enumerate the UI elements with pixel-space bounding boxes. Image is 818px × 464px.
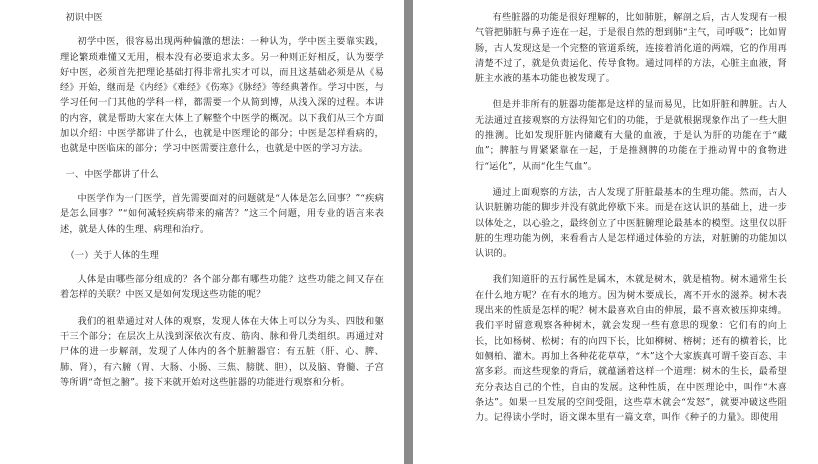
paragraph: 但是并非所有的脏器功能都是这样的显而易见，比如肝脏和脾脏。古人无法通过直接观察的方法得知它们的功能，于是就根据现象作出了一些大胆的推测。比如发现肝脏内储藏有大量的血液，于是认为肝的功能在于“藏血”；脾脏与胃紧紧靠在一起，于是推测脾的功能在于推动胃中的食物进行“运化”，从而“化生气血”。	[475, 99, 787, 172]
left-page	[0, 0, 404, 464]
paragraph: 初学中医，很容易出现两种偏激的想法：一种认为，学中医主要靠实践，理论繁琐难懂又无用，根本没有必要追求太多。另一种则正好相反，认为要学好中医，必须首先把理论基础打得非常扎实才可以，而且这基础必须是从《易经》开始，继而是《内经》《难经》《伤寒》《脉经》等经典著作。学习中医，与学习任何一门其他的学科一样，都需要一个从简到博，从浅入深的过程。本讲的内容，就是帮助大家在大体上了解整个中医学的概况。以下我们从三个方面加以介绍：中医学都讲了什么，也就是中医理论的部分；中医是怎样看病的，也就是中医临床的部分；学习中医需要注意什么，也就是中医的学习方法。	[60, 36, 384, 155]
section-heading: 一、中医学都讲了什么	[65, 168, 159, 180]
paragraph: 有些脏器的功能是很好理解的，比如肺脏，解剖之后，古人发现有一根气管把肺脏与鼻子连在一起，于是很自然的想到肺“主气，司呼吸”；比如胃肠，古人发现这是一个完整的管道系统，连接着消化道的两端，它的作用再清楚不过了，就是负责运化、传导食物。通过同样的方法，心脏主血液，肾脏主水液的基本功能也被发现了。	[475, 12, 787, 85]
paragraph: 通过上面观察的方法，古人发现了肝脏最基本的生理功能。然而，古人认识脏腑功能的脚步并没有就此停歇下来。而是在这认识的基础上，进一步以体处之，以心验之，最终创立了中医脏腑理论最基本的模型。这里仅以肝脏的生理功能为例，来看看古人是怎样通过体验的方法，对脏腑的功能加以认识的。	[475, 186, 787, 260]
right-page	[413, 0, 818, 464]
paragraph: 我们的祖辈通过对人体的观察，发现人体在大体上可以分为头、四肢和躯干三个部分；在层次上从浅到深依次有皮、筋肉、脉和骨几类组织。再通过对尸体的进一步解剖，发现了人体内的各个脏腑器官：有五脏（肝、心、脾、肺、肾），有六腑（胃、大肠、小肠、三焦、膀胱、胆），以及脑、脊髓、子宫等所谓“奇恒之腑”。接下来就开始对这些脏器的功能进行观察和分析。	[60, 315, 384, 388]
paragraph: 我们知道肝的五行属性是属木，木就是树木，就是植物。树木通常生长在什么地方呢？在有水的地方。因为树木要成长，离不开水的滋养。树木表现出来的性质是怎样的呢？树木最喜欢自由的伸展，最不喜欢被压抑束缚。我们平时留意观察各种树木，就会发现一些有意思的现象：它们有的向上长，比如杨树、松树；有的向四下长，比如柳树、榕树；还有的横着长，比如侧柏、灌木。再加上各种花花草草，“木”这个大家族真可谓千姿百态、丰富多彩。而这些现象的背后，就蕴涵着这样一个道理：树木的生长，最希望充分表达自己的个性，自由的发展。这种性质，在中医理论中，叫作“木喜条达”。如果一旦发展的空间受阻，这些草木就会“发怒”，就要冲破这些阻力。记得读小学时，语文课本里有一篇文章，叫作《种子的力量》。即使用	[475, 274, 787, 424]
paragraph: 中医学作为一门医学，首先需要面对的问题就是“人体是怎么回事？”“疾病是怎么回事？”“如何减轻疾病带来的痛苦？”这三个问题，用专业的语言来表述，就是人体的生理、病理和治疗。	[60, 192, 384, 235]
subsection-heading: （一）关于人体的生理	[65, 249, 159, 261]
right-page-text	[475, 10, 787, 436]
chapter-title: 初识中医	[65, 12, 103, 23]
paragraph: 人体是由哪些部分组成的？各个部分都有哪些功能？这些功能之间又存在着怎样的关联？中医又是如何发现这些功能的呢？	[60, 274, 384, 301]
left-page-text	[60, 10, 384, 401]
page-divider	[404, 0, 413, 464]
